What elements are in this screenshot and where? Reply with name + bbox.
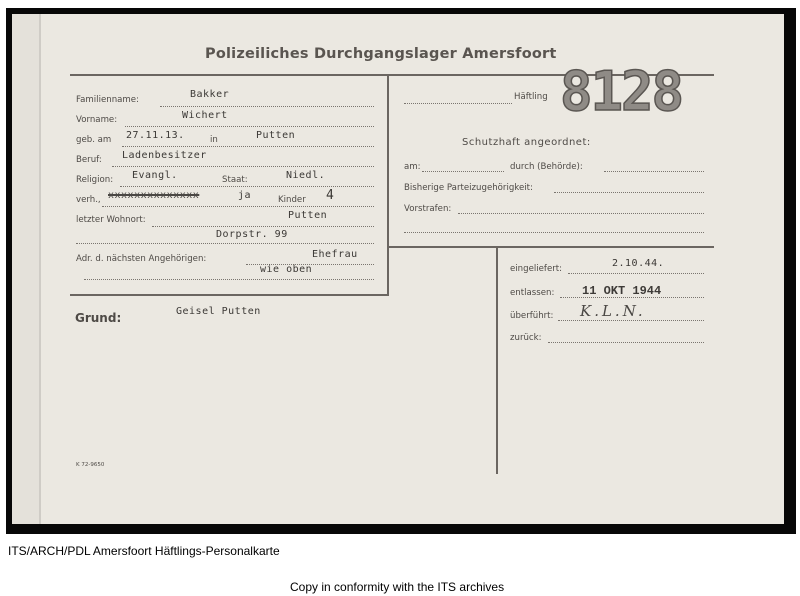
conformity-caption: Copy in conformity with the ITS archives <box>290 580 505 594</box>
card-edge <box>39 14 41 524</box>
reason-value: Geisel Putten <box>176 306 261 317</box>
married-label: verh., <box>76 195 101 205</box>
children-label: Kinder <box>278 195 306 205</box>
next-of-kin-address-line <box>84 279 374 280</box>
occupation-line <box>112 166 374 167</box>
surname-line <box>160 106 374 107</box>
admitted-label: eingeliefert: <box>510 264 563 274</box>
first-name-value: Wichert <box>182 110 228 121</box>
religion-line <box>120 186 374 187</box>
party-line <box>554 192 704 193</box>
nationality-label: Staat: <box>222 175 248 185</box>
reason-label: Grund: <box>75 311 122 325</box>
returned-label: zurück: <box>510 333 542 343</box>
first-name-label: Vorname: <box>76 115 118 125</box>
first-name-line <box>125 126 374 127</box>
born-line <box>122 146 374 147</box>
married-struck-text: xxxxxxxxxxxxxx <box>108 190 200 201</box>
movement-divider <box>496 248 498 474</box>
prisoner-number-label: Häftling <box>514 92 548 102</box>
archive-caption: ITS/ARCH/PDL Amersfoort Häftlings-Personalkarte <box>8 544 280 558</box>
occupation-value: Ladenbesitzer <box>122 150 207 161</box>
right-section-rule <box>389 246 714 248</box>
transferred-label: überführt: <box>510 311 554 321</box>
priors-line-2 <box>404 232 704 233</box>
priors-line <box>458 213 704 214</box>
card-title: Polizeiliches Durchgangslager Amersfoort <box>205 46 557 62</box>
occupation-label: Beruf: <box>76 155 102 165</box>
custody-heading: Schutzhaft angeordnet: <box>462 137 591 148</box>
card-left-strip <box>12 14 40 524</box>
returned-line <box>548 342 704 343</box>
nationality-value: Niedl. <box>286 170 326 181</box>
religion-label: Religion: <box>76 175 114 185</box>
last-residence-label: letzter Wohnort: <box>76 215 146 225</box>
party-label: Bisherige Parteizugehörigkeit: <box>404 183 533 193</box>
admitted-value: 2.10.44. <box>612 258 665 269</box>
prisoner-number-stamp: 8128 <box>560 60 683 123</box>
custody-on-label: am: <box>404 162 421 172</box>
last-residence-line <box>152 226 374 227</box>
priors-label: Vorstrafen: <box>404 204 452 214</box>
next-of-kin-label: Adr. d. nächsten Angehörigen: <box>76 254 207 264</box>
married-value: ja <box>238 190 252 201</box>
custody-on-line <box>422 171 504 172</box>
released-label: entlassen: <box>510 288 555 298</box>
next-of-kin-address-value: wie oben <box>260 264 313 275</box>
custody-by-label: durch (Behörde): <box>510 162 583 172</box>
prisoner-number-line-left <box>404 103 512 104</box>
left-box-right-border <box>387 74 389 296</box>
born-on-label: geb. am <box>76 135 112 145</box>
last-residence-value: Putten <box>288 210 328 221</box>
born-on-value: 27.11.13. <box>126 130 185 141</box>
next-of-kin-value: Ehefrau <box>312 249 358 260</box>
custody-by-line <box>604 171 704 172</box>
form-code: K 72-9650 <box>76 462 105 468</box>
released-stamp: 11 OKT 1944 <box>582 284 662 298</box>
born-in-label: in <box>210 135 218 145</box>
street-value: Dorpstr. 99 <box>216 229 288 240</box>
street-line <box>76 243 374 244</box>
transferred-line <box>558 320 704 321</box>
religion-value: Evangl. <box>132 170 178 181</box>
surname-label: Familienname: <box>76 95 139 105</box>
surname-value: Bakker <box>190 89 230 100</box>
left-box-bottom-border <box>70 294 389 296</box>
children-value: 4 <box>326 188 335 203</box>
admitted-line <box>568 273 704 274</box>
married-line <box>102 206 374 207</box>
transferred-handwritten: K.L.N. <box>580 302 646 320</box>
born-in-value: Putten <box>256 130 296 141</box>
